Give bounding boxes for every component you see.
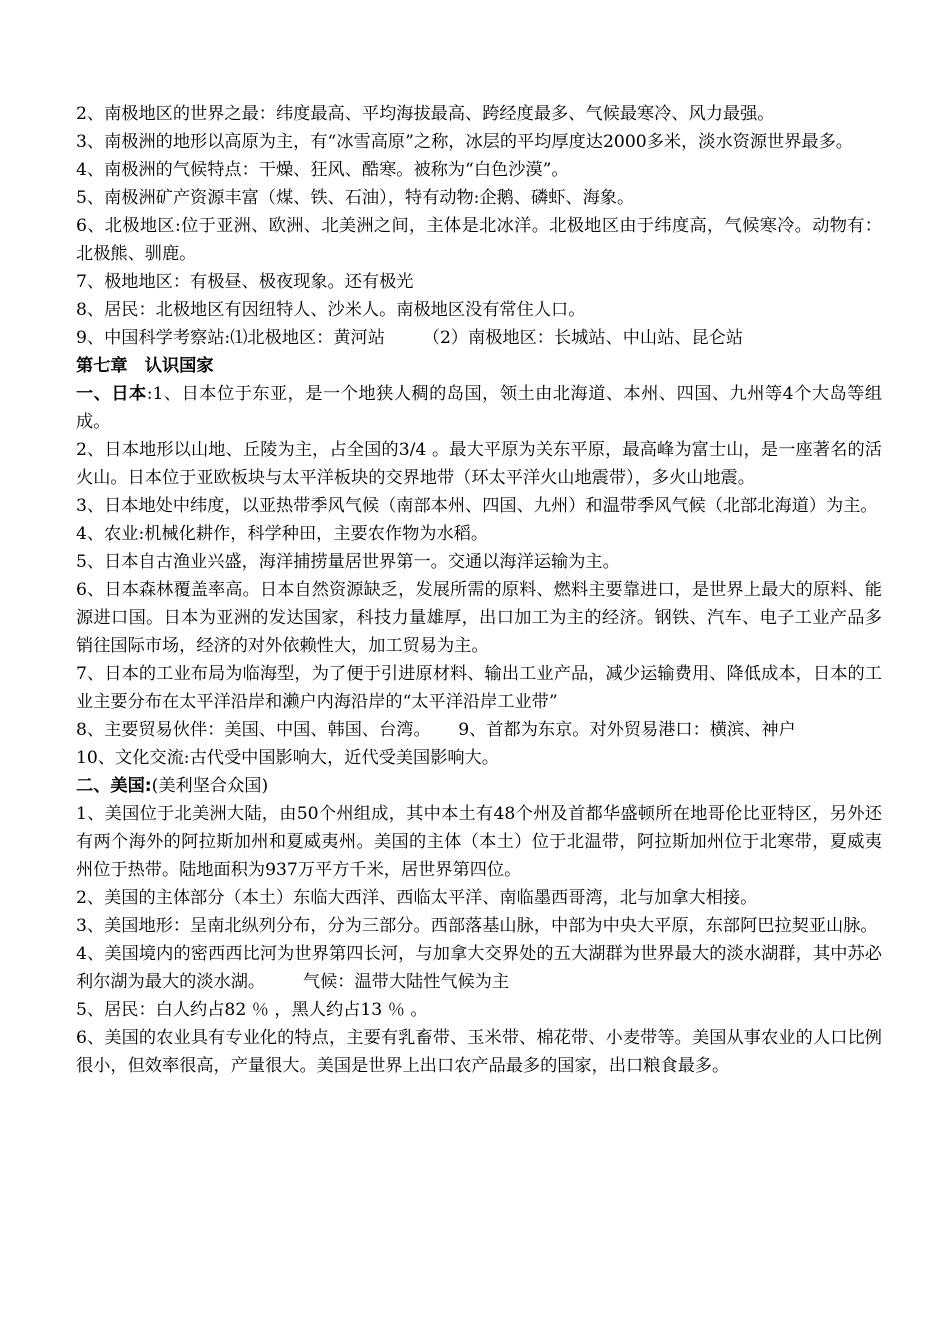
polar-item-3: 3、南极洲的地形以高原为主，有“冰雪高原”之称，冰层的平均厚度达2000多米，淡水资源世界最多。 — [76, 132, 853, 152]
chapter-title: 第七章 认识国家 — [76, 356, 214, 376]
usa-item-5: 5、居民：白人约占82 ％ ，黑人约占13 ％ 。 — [76, 1000, 428, 1020]
polar-item-4: 4、南极洲的气候特点：干燥、狂风、酷寒。被称为“白色沙漠”。 — [76, 160, 569, 180]
japan-item-10: 10、文化交流:古代受中国影响大，近代受美国影响大。 — [76, 748, 499, 768]
japan-item-2: 2、日本地形以山地、丘陵为主，占全国的3/4 。最大平原为关东平原，最高峰为富士山，是一座著名的活火山。日本位于亚欧板块与太平洋板块的交界地带（环太平洋火山地震带），多火山地震。 — [76, 440, 882, 488]
japan-heading: 一、日本 — [76, 384, 147, 404]
polar-item-8: 8、居民：北极地区有因纽特人、沙米人。南极地区没有常住人口。 — [76, 300, 586, 320]
usa-item-3: 3、美国地形：呈南北纵列分布，分为三部分。西部落基山脉，中部为中央大平原，东部阿巴拉契亚山脉。 — [76, 916, 878, 936]
japan-item-3: 3、日本地处中纬度，以亚热带季风气候（南部本州、四国、九州）和温带季风气候（北部北海道）为主。 — [76, 496, 878, 516]
arctic-station: 9、中国科学考察站:⑴北极地区：黄河站 — [76, 328, 385, 348]
usa-item-2: 2、美国的主体部分（本土）东临大西洋、西临太平洋、南临墨西哥湾，北与加拿大相接。 — [76, 888, 758, 908]
japan-item-7: 7、日本的工业布局为临海型，为了便于引进原材料、输出工业产品，减少运输费用、降低成本，日本的工业主要分布在太平洋沿岸和濑户内海沿岸的“太平洋沿岸工业带” — [76, 664, 882, 712]
document-page — [76, 100, 882, 1080]
japan-item-4: 4、农业:机械化耕作，科学种田，主要农作物为水稻。 — [76, 524, 489, 544]
antarctic-stations: （2）南极地区：长城站、中山站、昆仑站 — [422, 328, 744, 348]
japan-item-5: 5、日本自古渔业兴盛，海洋捕捞量居世界第一。交通以海洋运输为主。 — [76, 552, 620, 572]
polar-item-6: 6、北极地区:位于亚洲、欧洲、北美洲之间，主体是北冰洋。北极地区由于纬度高，气候寒冷。动物有：北极熊、驯鹿。 — [76, 216, 882, 264]
usa-item-4-text: 4、美国境内的密西西比河为世界第四长河，与加拿大交界处的五大湖群为世界最大的淡水湖群，其中苏必利尔湖为最大的淡水湖。 — [76, 944, 882, 992]
usa-item-1: 1、美国位于北美洲大陆，由50个州组成，其中本土有48个州及首都华盛顿所在地哥伦比亚特区，另外还有两个海外的阿拉斯加州和夏威夷州。美国的主体（本土）位于北温带，阿拉斯加州位于北寒带，夏威夷州位于热带。陆地面积为937万平方千米，居世界第四位。 — [76, 804, 882, 880]
japan-item-6: 6、日本森林覆盖率高。日本自然资源缺乏，发展所需的原料、燃料主要靠进口，是世界上最大的原料、能源进口国。日本为亚洲的发达国家，科技力量雄厚，出口加工为主的经济。钢铁、汽车、电子工业产品多销往国际市场，经济的对外依赖性大，加工贸易为主。 — [76, 580, 882, 656]
japan-capital: 9、首都为东京。对外贸易港口：横滨、神户 — [458, 720, 796, 740]
usa-heading-line — [76, 772, 882, 800]
polar-item-7: 7、极地地区：有极昼、极夜现象。还有极光 — [76, 272, 414, 292]
japan-item-1-text: :1、日本位于东亚，是一个地狭人稠的岛国，领土由北海道、本州、四国、九州等4个大岛等组成。 — [76, 384, 882, 432]
polar-item-5: 5、南极洲矿产资源丰富（煤、铁、石油），特有动物:企鹅、磷虾、海象。 — [76, 188, 635, 208]
usa-heading: 二、美国: — [76, 776, 152, 796]
japan-item-1 — [76, 380, 882, 436]
polar-item-9 — [76, 324, 882, 352]
japan-item-8-9 — [76, 716, 882, 744]
usa-item-4 — [76, 940, 882, 996]
polar-item-2: 2、南极地区的世界之最：纬度最高、平均海拔最高、跨经度最多、气候最寒冷、风力最强。 — [76, 104, 775, 124]
usa-heading-note: (美利坚合众国) — [151, 776, 269, 796]
usa-climate: 气候：温带大陆性气候为主 — [302, 972, 510, 992]
usa-item-6: 6、美国的农业具有专业化的特点，主要有乳畜带、玉米带、棉花带、小麦带等。美国从事农业的人口比例很小，但效率很高，产量很大。美国是世界上出口农产品最多的国家，出口粮食最多。 — [76, 1028, 882, 1076]
japan-trade-partners: 8、主要贸易伙伴：美国、中国、韩国、台湾。 — [76, 720, 431, 740]
